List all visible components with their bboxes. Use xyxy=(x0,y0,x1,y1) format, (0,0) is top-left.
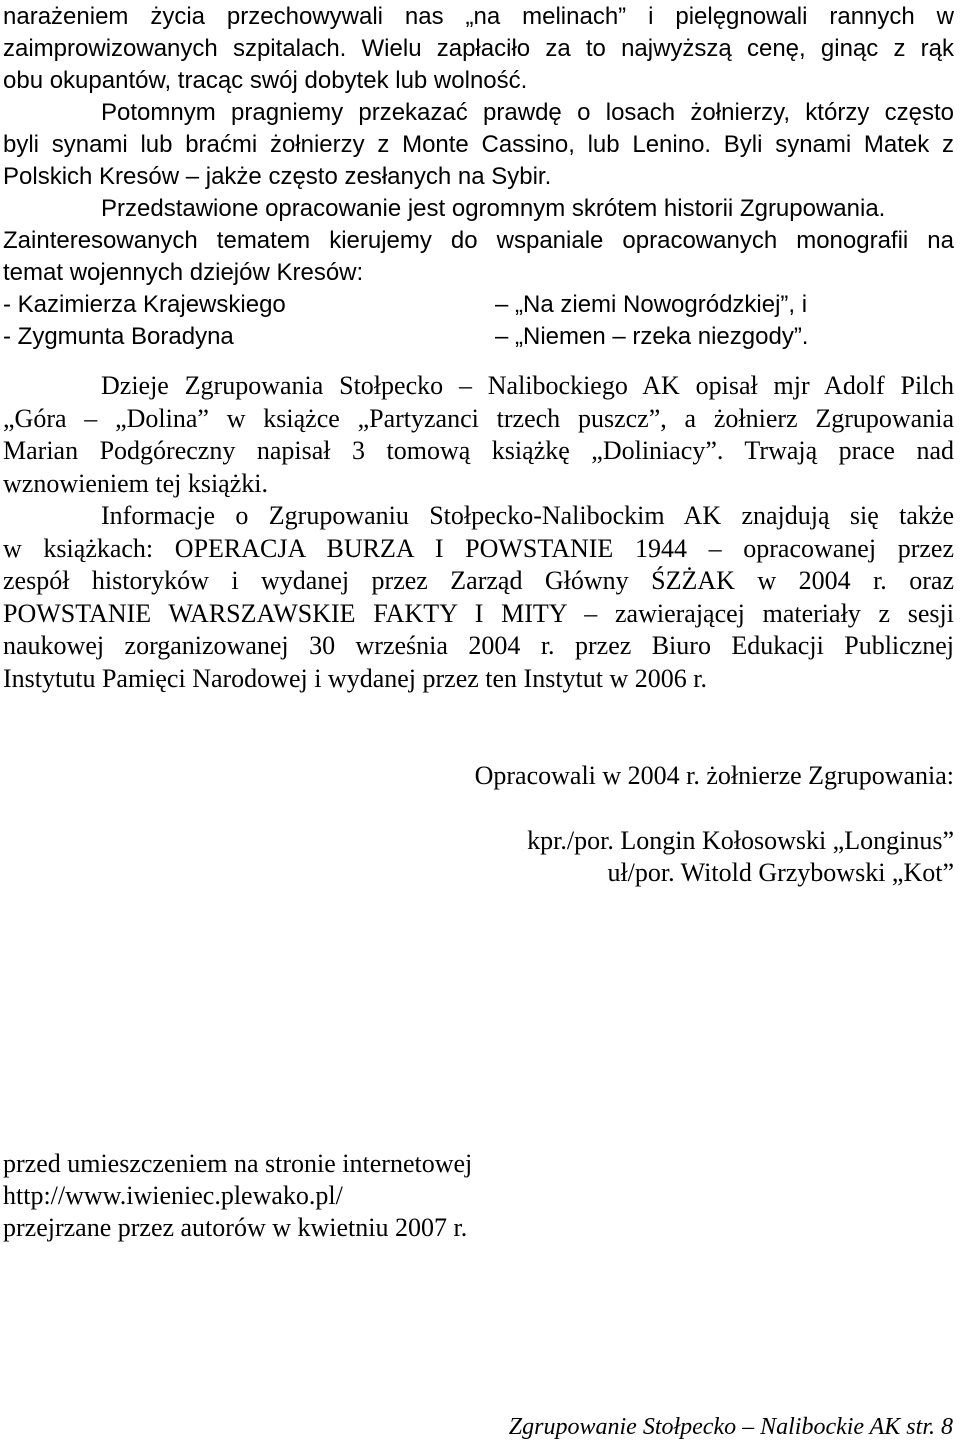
paragraph-4-line-4: wznowieniem tej książki. xyxy=(3,469,268,498)
signature-intro: Opracowali w 2004 r. żołnierze Zgrupowania: xyxy=(474,761,954,790)
paragraph-3-line-3: temat wojennych dziejów Kresów: xyxy=(3,259,364,286)
paragraph-3-line-2: Zainteresowanych tematem kierujemy do wspaniale opracowanych monografii na xyxy=(3,227,954,254)
paragraph-2-line-1: Potomnym pragniemy przekazać prawdę o losach żołnierzy, którzy często xyxy=(101,99,954,126)
paragraph-2-line-2: byli synami lub braćmi żołnierzy z Monte Cassino, lub Lenino. Byli synami Matek z xyxy=(3,131,954,158)
paragraph-5-line-2: w książkach: OPERACJA BURZA I POWSTANIE 1944 – opracowanej przez xyxy=(3,534,954,563)
note-url: http://www.iwieniec.plewako.pl/ xyxy=(3,1181,343,1210)
paragraph-2-line-3: Polskich Kresów – jakże często zesłanych na Sybir. xyxy=(3,163,552,190)
paragraph-5-line-6: Instytutu Pamięci Narodowej i wydanej przez ten Instytut w 2006 r. xyxy=(3,664,708,693)
paragraph-1-line-1: narażeniem życia przechowywali nas „na melinach” i pielęgnowali rannych w xyxy=(3,3,954,30)
paragraph-3-line-1: Przedstawione opracowanie jest ogromnym skrótem historii Zgrupowania. xyxy=(101,195,886,222)
note-line-3: przejrzane przez autorów w kwietniu 2007 r. xyxy=(3,1213,468,1242)
paragraph-5-line-1: Informacje o Zgrupowaniu Stołpecko-Nalibockim AK znajdują się także xyxy=(101,501,954,530)
paragraph-5-line-3: zespół historyków i wydanej przez Zarząd Główny ŚZŻAK w 2004 r. oraz xyxy=(3,566,954,595)
signature-author-1: kpr./por. Longin Kołosowski „Longinus” xyxy=(527,826,954,855)
paragraph-4-line-1: Dzieje Zgrupowania Stołpecko – Nalibockiego AK opisał mjr Adolf Pilch xyxy=(101,371,954,400)
paragraph-5-line-4: POWSTANIE WARSZAWSKIE FAKTY I MITY – zawierającej materiały z sesji xyxy=(3,599,954,628)
signature-author-2: uł/por. Witold Grzybowski „Kot” xyxy=(607,858,954,887)
reference-author-2: - Zygmunta Boradyna xyxy=(3,323,234,350)
paragraph-5-line-5: naukowej zorganizowanej 30 września 2004 r. przez Biuro Edukacji Publicznej xyxy=(3,631,954,660)
paragraph-1-line-2: zaimprowizowanych szpitalach. Wielu zapłaciło za to najwyższą cenę, ginąc z rąk xyxy=(3,35,954,62)
paragraph-4-line-3: Marian Podgóreczny napisał 3 tomową książkę „Doliniacy”. Trwają prace nad xyxy=(3,436,954,465)
reference-author-1: - Kazimierza Krajewskiego xyxy=(3,291,286,318)
reference-title-2: – „Niemen – rzeka niezgody”. xyxy=(495,323,809,350)
paragraph-4-line-2: „Góra – „Dolina” w książce „Partyzanci trzech puszcz”, a żołnierz Zgrupowania xyxy=(3,404,954,433)
reference-title-1: – „Na ziemi Nowogródzkiej”, i xyxy=(495,291,808,318)
note-line-1: przed umieszczeniem na stronie internetowej xyxy=(3,1149,473,1178)
paragraph-1-line-3: obu okupantów, tracąc swój dobytek lub wolność. xyxy=(3,67,528,94)
page-footer: Zgrupowanie Stołpecko – Nalibockie AK str. 8 xyxy=(508,1414,953,1440)
